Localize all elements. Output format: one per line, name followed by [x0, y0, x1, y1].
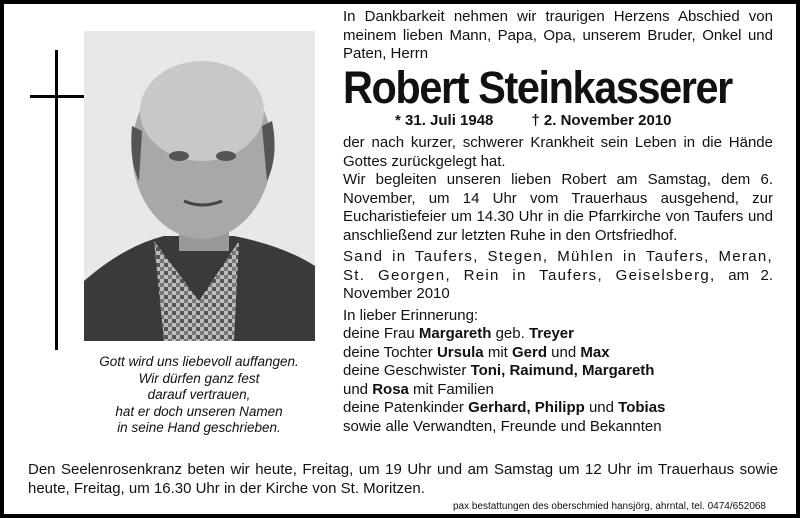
family-line [343, 399, 773, 418]
cross-icon-bar [30, 95, 84, 98]
date-line: am 2. November 2010 [343, 266, 774, 302]
family-text: deine Geschwister [343, 362, 471, 379]
body-text-1: der nach kurzer, schwerer Krankheit sein Leben in die Hände Gottes zurückgelegt hat. [343, 134, 773, 170]
family-name: Ursula [436, 343, 484, 361]
rosary-info: Den Seelenrosenkranz beten wir heute, Freitag, um 19 Uhr und am Samstag um 12 Uhr im Trauerhaus sowie heute, Freitag, um 16.30 Uhr in der Kirche von St. Moritzen. [28, 461, 778, 497]
family-text: deine Tochter [343, 343, 437, 361]
family-name: Treyer [528, 325, 574, 342]
family-line [343, 344, 773, 363]
remembrance-heading: In lieber Erinnerung: [343, 306, 479, 324]
quote-line: hat er doch unseren Namen [115, 403, 283, 419]
quote-line: Gott wird uns liebevoll auffangen. [99, 354, 299, 369]
family-text: und [584, 399, 619, 416]
family-text: mit [483, 343, 512, 361]
remembrance [343, 307, 773, 437]
family-line [343, 381, 773, 400]
funeral-home-credit: pax bestattungen des oberschmied hansjörg, ahrntal, tel. 0474/652068 [453, 501, 766, 512]
family-text: deine Patenkinder [343, 399, 469, 416]
family-name: Toni, Raimund, Margareth [470, 362, 655, 379]
portrait-photo [84, 31, 315, 341]
family-name: Rosa [372, 380, 409, 398]
quote-line: Wir dürfen ganz fest [138, 370, 260, 386]
family-line [343, 325, 773, 344]
family-line: sowie alle Verwandten, Freunde und Bekannten [343, 417, 662, 435]
dates [343, 112, 773, 131]
family-text: geb. [491, 325, 529, 342]
quote [64, 354, 334, 437]
obituary-notice [4, 4, 796, 514]
family-text: mit Familien [408, 380, 494, 398]
death-date: † 2. November 2010 [531, 111, 672, 129]
family-name: Margareth [418, 325, 492, 342]
family-name: Tobias [618, 399, 666, 416]
family-text: und [343, 380, 373, 398]
places-list: Sand in Taufers, Stegen, Mühlen in Taufers, Meran, St. Georgen, Rein in Taufers, Geiselsberg, [343, 248, 773, 284]
places [343, 248, 773, 304]
main-text [343, 8, 773, 436]
family-name: Gerhard, Philipp [468, 399, 585, 416]
body-text-2: Wir begleiten unseren lieben Robert am Samstag, dem 6. November, um 14 Uhr vom Trauerhaus ausgehend, zur Eucharistiefeier um 14.30 Uhr in die Pfarrkirche von Taufers und anschließend zur letzten Ruhe in den Ortsfriedhof. [343, 171, 773, 244]
family-text: und [547, 343, 581, 361]
deceased-name: Robert Steinkasserer [343, 61, 732, 113]
family-line [343, 362, 773, 381]
quote-line: in seine Hand geschrieben. [117, 420, 281, 435]
family-name: Max [580, 343, 610, 361]
quote-line: darauf vertrauen, [147, 387, 251, 402]
family-text: deine Frau [343, 325, 419, 342]
intro-text: In Dankbarkeit nehmen wir traurigen Herzens Abschied von meinem lieben Mann, Papa, Opa, unserem Bruder, Onkel und Paten, Herrn [343, 8, 773, 62]
birth-date: * 31. Juli 1948 [395, 111, 494, 129]
family-name: Gerd [512, 343, 548, 361]
